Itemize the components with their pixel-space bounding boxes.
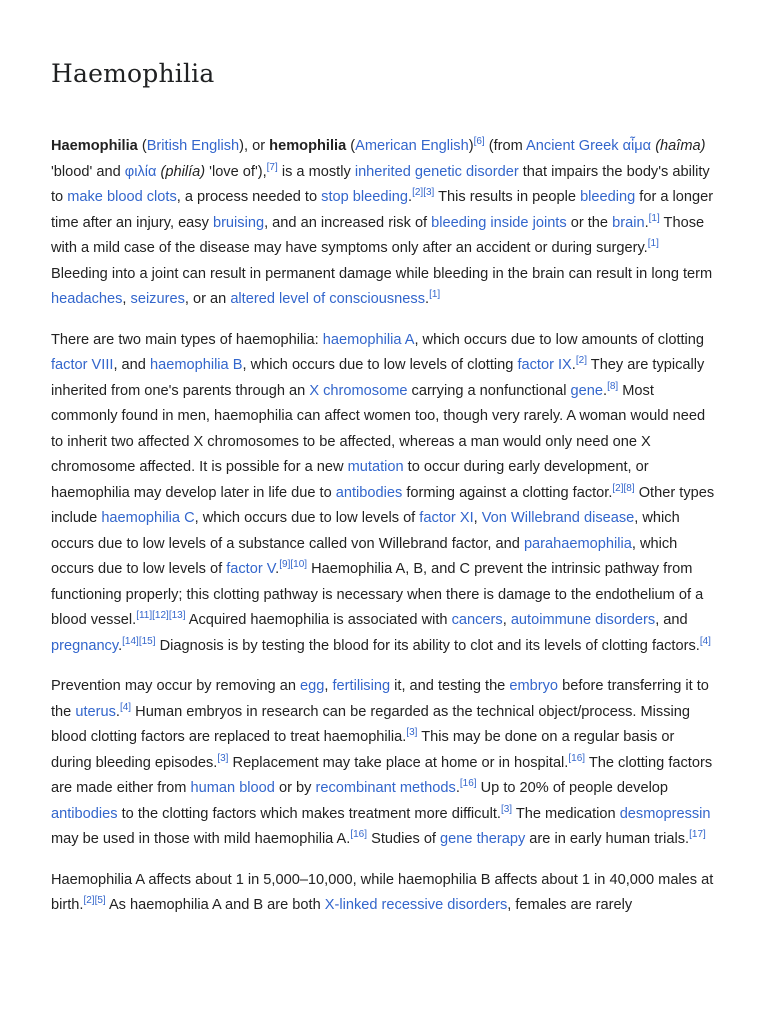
text: .: [455, 780, 460, 796]
text: , females are rarely: [507, 897, 633, 913]
text: forming against a clotting factor.: [402, 484, 613, 501]
citation-link[interactable]: [8]: [607, 380, 619, 392]
text: is a mostly: [277, 163, 355, 180]
citation-link[interactable]: [10]: [290, 559, 308, 570]
text: They are typically inherited from one's parents through an: [51, 357, 705, 399]
link[interactable]: pregnancy: [51, 637, 119, 654]
link[interactable]: haemophilia B: [149, 357, 243, 373]
text: , and: [655, 612, 688, 628]
link[interactable]: human blood: [190, 780, 275, 796]
citation[interactable]: [136, 610, 185, 621]
link[interactable]: seizures: [130, 291, 185, 307]
text: to occur during early development, or haemophilia may develop later in life due to: [51, 459, 649, 501]
text: (: [137, 138, 147, 154]
link[interactable]: egg: [300, 678, 325, 694]
citation[interactable]: [429, 289, 440, 300]
link[interactable]: X chromosome: [309, 382, 408, 399]
link[interactable]: inherited genetic disorder: [354, 163, 519, 180]
citation-link[interactable]: [2]: [83, 895, 95, 906]
text: , which occurs due to low levels of: [194, 510, 420, 526]
citation-link[interactable]: [17]: [689, 829, 706, 840]
text: 'love of'),: [205, 163, 267, 180]
citation-link[interactable]: [4]: [119, 701, 132, 713]
text: As haemophilia A and B are both: [105, 897, 325, 913]
citation[interactable]: [689, 829, 706, 840]
text: for a longer time after an injury, easy: [51, 189, 714, 231]
link[interactable]: autoimmune disorders: [510, 612, 656, 628]
citation[interactable]: [217, 753, 228, 764]
text: Those with a mild case of the disease may have symptoms only after an accident or during surgery.: [51, 214, 705, 256]
link[interactable]: X-linked recessive disorders: [324, 897, 508, 913]
text: , which occurs due to low amounts of clotting: [414, 331, 705, 348]
text: to the clotting factors which makes treatment more difficult.: [117, 805, 501, 822]
text: may be used in those with mild haemophilia A.: [51, 831, 351, 847]
text: Bleeding into a joint can result in permanent damage while bleeding in the brain can result in long term: [51, 265, 713, 282]
text: .: [603, 382, 608, 399]
link[interactable]: American English: [355, 138, 469, 154]
link[interactable]: bleeding: [580, 189, 636, 205]
citation-link[interactable]: [1]: [429, 289, 441, 300]
link[interactable]: brain: [612, 214, 645, 231]
text: ): [468, 138, 474, 154]
text: The medication: [512, 805, 620, 822]
text: Diagnosis is by testing the blood for its ability to clot and its levels of clotting factors.: [155, 637, 700, 654]
citation-link[interactable]: [2]: [575, 355, 587, 366]
text: This results in people: [434, 189, 581, 205]
link[interactable]: recombinant methods: [315, 780, 456, 796]
link[interactable]: embryo: [509, 678, 559, 694]
citation-link[interactable]: [5]: [94, 895, 106, 906]
text: , or an: [184, 291, 231, 307]
citation[interactable]: [279, 559, 307, 570]
link[interactable]: bleeding inside joints: [431, 214, 567, 231]
citation-link[interactable]: [2]: [612, 482, 624, 494]
citation-link[interactable]: [6]: [473, 136, 485, 147]
citation-link[interactable]: [4]: [699, 635, 711, 647]
text: it, and testing the: [390, 678, 510, 694]
citation[interactable]: [406, 727, 417, 738]
link[interactable]: haemophilia A: [322, 331, 415, 348]
link[interactable]: haemophilia C: [101, 510, 195, 526]
citation-link[interactable]: [2]: [412, 187, 424, 198]
text: ), or: [239, 138, 270, 154]
text: .: [408, 189, 413, 205]
citation[interactable]: [350, 829, 367, 840]
text: Human embryos in research can be regarded as the technical object/process. Missing blood clotting factors are replaced to treat haemophilia.: [51, 703, 690, 745]
text: before transferring it to the: [51, 678, 709, 720]
paragraph-epidemiology: [51, 868, 718, 919]
text: .: [425, 291, 430, 307]
text: , which occurs due to low levels of: [51, 535, 678, 577]
bold-term: Haemophilia: [51, 138, 138, 154]
paragraph-treatment: [51, 674, 718, 853]
citation-link[interactable]: [3]: [406, 727, 418, 738]
text: ,: [122, 291, 131, 307]
link[interactable]: factor XI: [419, 510, 474, 526]
text: , and: [113, 357, 150, 373]
text: .: [571, 357, 576, 373]
link[interactable]: altered level of consciousness: [230, 291, 426, 307]
citation[interactable]: [700, 636, 711, 647]
citation-link[interactable]: [8]: [623, 482, 635, 494]
link[interactable]: desmopressin: [619, 805, 711, 822]
link[interactable]: fertilising: [332, 678, 391, 694]
text: Most commonly found in men, haemophilia can affect women too, though very rarely. A woman would need to inherit two affected X chromosomes to be affected, whereas a man would only need one X chromosome affected. It is possible for a new: [51, 382, 706, 475]
paragraph-types: [51, 328, 718, 660]
text: carrying a nonfunctional: [407, 382, 571, 399]
text: .: [644, 214, 649, 231]
link[interactable]: mutation: [347, 459, 404, 475]
article-body: [51, 134, 718, 919]
link[interactable]: factor IX: [517, 357, 572, 373]
citation[interactable]: [474, 136, 485, 147]
transliteration: (haîma): [655, 138, 706, 154]
transliteration: (philía): [160, 163, 206, 180]
text: ,: [473, 510, 482, 526]
text: Other types include: [51, 484, 715, 526]
citation[interactable]: [267, 162, 278, 173]
text: There are two main types of haemophilia:: [51, 331, 323, 348]
link[interactable]: uterus: [75, 703, 116, 720]
citation[interactable]: [120, 702, 131, 713]
text: , which occurs due to low levels of clotting: [242, 357, 518, 373]
text: ,: [502, 612, 511, 628]
text: The clotting factors are made either from: [51, 754, 713, 796]
link[interactable]: cancers: [451, 612, 503, 628]
text: .: [115, 703, 120, 720]
link[interactable]: antibodies: [51, 805, 118, 822]
link[interactable]: bruising: [212, 214, 265, 231]
text: Haemophilia A affects about 1 in 5,000–10,000, while haemophilia B affects about 1 in 40,000 males at birth.: [51, 871, 714, 913]
text: .: [118, 637, 123, 654]
citation[interactable]: [122, 636, 155, 647]
citation-link[interactable]: [12]: [152, 610, 169, 621]
text: , a process needed to: [176, 189, 322, 205]
citation-link[interactable]: [15]: [138, 635, 156, 647]
text: , and an increased risk of: [264, 214, 432, 231]
citation[interactable]: [576, 355, 587, 366]
citation[interactable]: [568, 753, 585, 764]
citation[interactable]: [460, 778, 477, 789]
citation[interactable]: [501, 804, 512, 815]
citation[interactable]: [649, 213, 660, 224]
citation-link[interactable]: [3]: [500, 803, 513, 815]
link[interactable]: factor V: [226, 561, 276, 577]
citation-link[interactable]: [1]: [648, 212, 660, 224]
citation[interactable]: [83, 895, 105, 906]
link[interactable]: gene: [570, 382, 604, 399]
citation-link[interactable]: [1]: [647, 238, 659, 249]
text: Acquired haemophilia is associated with: [185, 612, 452, 628]
link[interactable]: φιλία: [124, 163, 157, 180]
text: This may be done on a regular basis or during bleeding episodes.: [51, 729, 675, 771]
text: or the: [566, 214, 613, 231]
text: Up to 20% of people develop: [476, 780, 669, 796]
text: Studies of: [367, 831, 441, 847]
citation-link[interactable]: [16]: [459, 778, 477, 789]
citation[interactable]: [412, 187, 434, 198]
link[interactable]: Von Willebrand disease: [481, 510, 635, 526]
text: 'blood' and: [51, 163, 125, 180]
text: ,: [324, 678, 333, 694]
citation-link[interactable]: [3]: [423, 187, 435, 198]
citation-link[interactable]: [16]: [568, 752, 586, 764]
text: Haemophilia A, B, and C prevent the intrinsic pathway from functioning properly; this clotting pathway is necessary when there is damage to the endothelium of a blood vessel.: [51, 561, 704, 628]
text: Prevention may occur by removing an: [51, 678, 301, 694]
page-title: Haemophilia: [51, 59, 215, 88]
link[interactable]: antibodies: [335, 484, 403, 501]
citation-link[interactable]: [3]: [217, 752, 229, 764]
citation[interactable]: [612, 483, 634, 494]
citation-link[interactable]: [7]: [266, 161, 278, 173]
link[interactable]: Ancient Greek: [526, 138, 619, 154]
citation[interactable]: [607, 381, 618, 392]
text: (from: [484, 138, 527, 154]
link[interactable]: British English: [146, 138, 240, 154]
bold-term: hemophilia: [269, 138, 347, 154]
paragraph-intro: [51, 134, 718, 313]
link[interactable]: gene therapy: [440, 831, 526, 847]
text: (: [346, 138, 356, 154]
text: , which occurs due to low levels of a substance called von Willebrand factor, and: [51, 510, 680, 552]
text: Replacement may take place at home or in hospital.: [228, 754, 569, 771]
text: or by: [274, 780, 316, 796]
citation-link[interactable]: [9]: [279, 559, 291, 570]
citation-link[interactable]: [14]: [122, 635, 139, 647]
link[interactable]: αἷμα: [622, 138, 652, 154]
citation-link[interactable]: [13]: [168, 610, 186, 621]
citation-link[interactable]: [11]: [136, 610, 153, 621]
text: .: [275, 561, 280, 577]
text: are in early human trials.: [525, 831, 690, 847]
link[interactable]: parahaemophilia: [523, 535, 632, 552]
citation-link[interactable]: [16]: [350, 829, 368, 840]
citation[interactable]: [648, 238, 659, 249]
link[interactable]: make blood clots: [67, 189, 177, 205]
link[interactable]: stop bleeding: [321, 189, 408, 205]
text: that impairs the body's ability to: [51, 163, 710, 205]
link[interactable]: factor VIII: [51, 357, 114, 373]
link[interactable]: headaches: [51, 291, 123, 307]
